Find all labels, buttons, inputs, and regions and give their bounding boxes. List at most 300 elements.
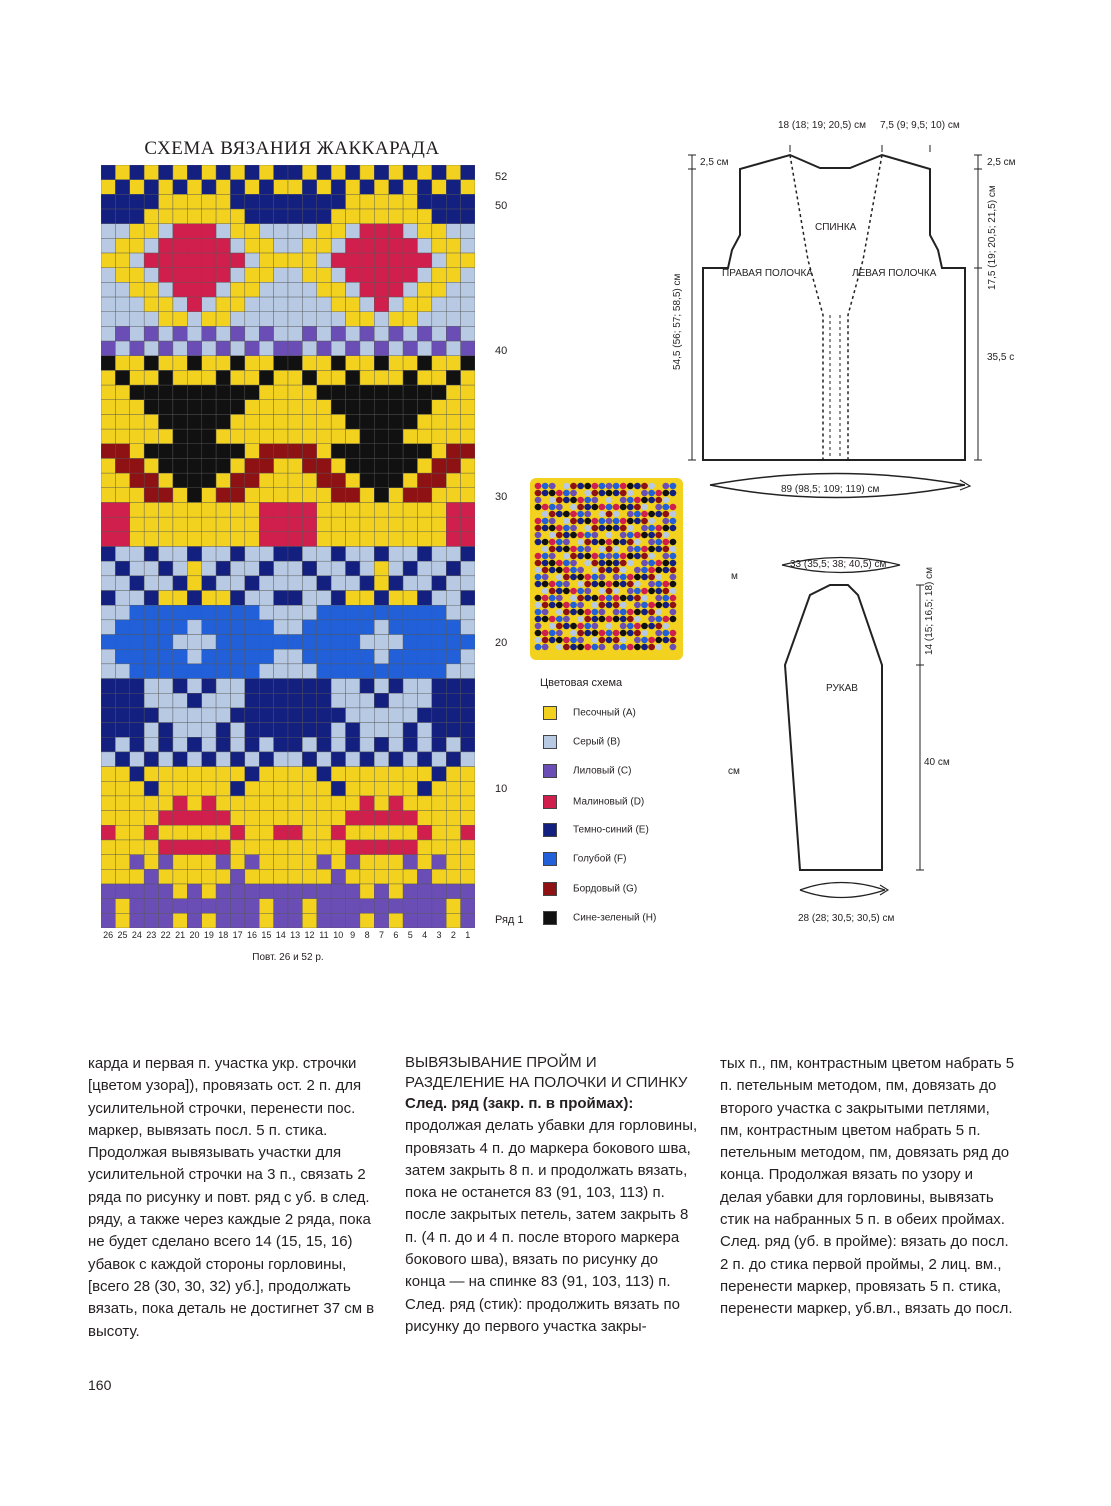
swatch-stitch: [584, 630, 591, 636]
grid-cell: [374, 458, 388, 473]
swatch-stitch: [556, 532, 563, 538]
grid-cell: [159, 502, 173, 517]
grid-cell: [173, 326, 187, 341]
grid-cell: [101, 737, 115, 752]
grid-cell: [446, 165, 460, 180]
grid-cell: [259, 473, 273, 488]
grid-cell: [173, 664, 187, 679]
grid-cell: [302, 297, 316, 312]
grid-cell: [144, 400, 158, 415]
grid-cell: [374, 825, 388, 840]
grid-cell: [331, 620, 345, 635]
grid-cell: [274, 253, 288, 268]
grid-cell: [216, 194, 230, 209]
swatch-stitch: [577, 567, 584, 573]
grid-cell: [130, 723, 144, 738]
grid-cell: [274, 840, 288, 855]
grid-cell: [115, 502, 129, 517]
swatch-stitch: [542, 490, 549, 496]
grid-cell: [331, 547, 345, 562]
grid-cell: [403, 341, 417, 356]
grid-cell: [446, 752, 460, 767]
grid-cell: [173, 532, 187, 547]
grid-cell: [417, 532, 431, 547]
grid-cell: [101, 356, 115, 371]
grid-cell: [374, 605, 388, 620]
swatch-stitch: [556, 511, 563, 517]
grid-cell: [360, 576, 374, 591]
swatch-stitch: [606, 518, 613, 524]
grid-cell: [202, 517, 216, 532]
grid-cell: [374, 796, 388, 811]
grid-cell: [461, 547, 475, 562]
swatch-stitch: [634, 525, 641, 531]
grid-cell: [115, 591, 129, 606]
grid-cell: [101, 473, 115, 488]
grid-cell: [274, 811, 288, 826]
grid-cell: [288, 796, 302, 811]
swatch-stitch: [670, 525, 677, 531]
swatch-stitch: [591, 560, 598, 566]
grid-cell: [130, 341, 144, 356]
grid-cell: [403, 620, 417, 635]
grid-cell: [302, 576, 316, 591]
swatch-stitch: [613, 483, 620, 489]
grid-cell: [446, 723, 460, 738]
swatch-stitch: [584, 644, 591, 650]
swatch-stitch: [620, 581, 627, 587]
grid-cell: [216, 781, 230, 796]
grid-cell: [288, 547, 302, 562]
swatch-stitch: [599, 588, 606, 594]
grid-cell: [187, 869, 201, 884]
grid-cell: [331, 224, 345, 239]
grid-cell: [461, 605, 475, 620]
swatch-stitch: [620, 539, 627, 545]
swatch-stitch: [535, 525, 542, 531]
column-number: 21: [175, 930, 186, 940]
grid-cell: [187, 620, 201, 635]
grid-cell: [216, 517, 230, 532]
grid-cell: [417, 913, 431, 928]
grid-cell: [288, 649, 302, 664]
grid-cell: [360, 781, 374, 796]
swatch-stitch: [535, 602, 542, 608]
swatch-stitch: [584, 553, 591, 559]
grid-cell: [274, 429, 288, 444]
grid-cell: [216, 825, 230, 840]
swatch-stitch: [648, 602, 655, 608]
grid-cell: [101, 502, 115, 517]
grid-cell: [417, 180, 431, 195]
swatch-stitch: [549, 532, 556, 538]
grid-cell: [302, 620, 316, 635]
grid-cell: [159, 385, 173, 400]
swatch-stitch: [570, 574, 577, 580]
legend-label: Бордовый (G): [573, 883, 638, 895]
column-number: 8: [364, 930, 370, 940]
grid-cell: [101, 547, 115, 562]
grid-cell: [245, 899, 259, 914]
swatch-stitch: [613, 539, 620, 545]
grid-cell: [274, 370, 288, 385]
swatch-stitch: [620, 588, 627, 594]
grid-cell: [288, 708, 302, 723]
grid-cell: [202, 869, 216, 884]
grid-cell: [389, 781, 403, 796]
grid-cell: [389, 414, 403, 429]
grid-cell: [259, 752, 273, 767]
grid-cell: [173, 429, 187, 444]
grid-cell: [417, 502, 431, 517]
swatch-stitch: [570, 483, 577, 489]
grid-cell: [389, 165, 403, 180]
grid-cell: [130, 693, 144, 708]
grid-cell: [115, 414, 129, 429]
grid-cell: [461, 591, 475, 606]
grid-cell: [417, 488, 431, 503]
grid-cell: [403, 370, 417, 385]
grid-cell: [245, 855, 259, 870]
grid-cell: [245, 649, 259, 664]
grid-cell: [245, 913, 259, 928]
grid-cell: [216, 356, 230, 371]
grid-cell: [302, 679, 316, 694]
grid-cell: [230, 502, 244, 517]
column-number: 19: [203, 930, 214, 940]
grid-cell: [346, 224, 360, 239]
swatch-stitch: [634, 623, 641, 629]
grid-cell: [115, 708, 129, 723]
grid-cell: [187, 649, 201, 664]
grid-cell: [302, 840, 316, 855]
swatch-stitch: [535, 581, 542, 587]
grid-cell: [216, 253, 230, 268]
grid-cell: [115, 532, 129, 547]
swatch-stitch: [577, 560, 584, 566]
grid-cell: [317, 547, 331, 562]
grid-cell: [389, 752, 403, 767]
grid-cell: [317, 723, 331, 738]
grid-cell: [274, 561, 288, 576]
legend-swatch: [543, 706, 557, 720]
grid-cell: [432, 899, 446, 914]
grid-cell: [432, 767, 446, 782]
grid-cell: [331, 532, 345, 547]
grid-cell: [461, 385, 475, 400]
swatch-stitch: [563, 497, 570, 503]
swatch-stitch: [648, 539, 655, 545]
sleeve-length: 40 см: [924, 757, 950, 768]
grid-cell: [216, 547, 230, 562]
grid-cell: [216, 693, 230, 708]
swatch-stitch: [570, 644, 577, 650]
swatch-stitch: [613, 511, 620, 517]
swatch-stitch: [670, 497, 677, 503]
grid-cell: [159, 561, 173, 576]
swatch-stitch: [613, 553, 620, 559]
grid-cell: [173, 913, 187, 928]
grid-cell: [202, 282, 216, 297]
grid-cell: [331, 400, 345, 415]
swatch-stitch: [606, 595, 613, 601]
grid-cell: [432, 825, 446, 840]
column-number: 10: [333, 930, 344, 940]
row-label-1: Ряд 1: [495, 914, 524, 926]
grid-cell: [245, 165, 259, 180]
vest-schematic: [680, 140, 1010, 510]
grid-cell: [173, 620, 187, 635]
swatch-stitch: [584, 581, 591, 587]
grid-cell: [360, 840, 374, 855]
grid-cell: [187, 473, 201, 488]
grid-cell: [432, 532, 446, 547]
grid-cell: [374, 341, 388, 356]
grid-cell: [432, 312, 446, 327]
grid-cell: [274, 591, 288, 606]
grid-cell: [159, 356, 173, 371]
swatch-stitch: [535, 553, 542, 559]
swatch-stitch: [542, 616, 549, 622]
grid-cell: [360, 517, 374, 532]
swatch-stitch: [606, 553, 613, 559]
grid-cell: [159, 473, 173, 488]
grid-cell: [101, 649, 115, 664]
grid-cell: [432, 326, 446, 341]
swatch-stitch: [549, 581, 556, 587]
grid-cell: [317, 752, 331, 767]
swatch-stitch: [542, 483, 549, 489]
grid-cell: [331, 796, 345, 811]
swatch-stitch: [662, 490, 669, 496]
swatch-stitch: [584, 567, 591, 573]
grid-cell: [101, 591, 115, 606]
grid-cell: [288, 429, 302, 444]
grid-cell: [230, 884, 244, 899]
grid-cell: [173, 737, 187, 752]
grid-cell: [302, 723, 316, 738]
grid-cell: [259, 649, 273, 664]
swatch-stitch: [591, 525, 598, 531]
swatch-stitch: [648, 630, 655, 636]
sleeve-stray-text-2: см: [728, 766, 740, 777]
grid-cell: [130, 458, 144, 473]
grid-cell: [346, 811, 360, 826]
grid-cell: [302, 635, 316, 650]
grid-cell: [346, 532, 360, 547]
swatch-stitch: [577, 546, 584, 552]
grid-cell: [144, 517, 158, 532]
swatch-stitch: [634, 497, 641, 503]
swatch-stitch: [620, 504, 627, 510]
grid-cell: [216, 767, 230, 782]
grid-cell: [417, 444, 431, 459]
grid-cell: [144, 781, 158, 796]
grid-cell: [144, 855, 158, 870]
grid-cell: [274, 855, 288, 870]
legend-label: Малиновый (D): [573, 796, 645, 808]
grid-cell: [230, 591, 244, 606]
grid-cell: [101, 268, 115, 283]
swatch-stitch: [577, 630, 584, 636]
grid-cell: [101, 884, 115, 899]
swatch-stitch: [648, 525, 655, 531]
grid-cell: [461, 458, 475, 473]
swatch-stitch: [563, 518, 570, 524]
swatch-stitch: [648, 553, 655, 559]
grid-cell: [144, 165, 158, 180]
swatch-stitch: [570, 581, 577, 587]
grid-cell: [216, 899, 230, 914]
grid-cell: [202, 855, 216, 870]
grid-cell: [245, 752, 259, 767]
grid-cell: [101, 708, 115, 723]
grid-cell: [432, 576, 446, 591]
grid-cell: [259, 502, 273, 517]
grid-cell: [259, 224, 273, 239]
column-number: 2: [450, 930, 456, 940]
row-label-30: 30: [495, 491, 508, 503]
swatch-stitch: [599, 546, 606, 552]
grid-cell: [245, 458, 259, 473]
grid-cell: [317, 312, 331, 327]
grid-cell: [417, 811, 431, 826]
column-number: 12: [304, 930, 315, 940]
grid-cell: [259, 840, 273, 855]
grid-cell: [159, 693, 173, 708]
grid-cell: [187, 737, 201, 752]
grid-cell: [346, 370, 360, 385]
swatch-stitch: [556, 567, 563, 573]
grid-cell: [202, 635, 216, 650]
vest-back-label: СПИНКА: [815, 222, 857, 233]
grid-cell: [259, 737, 273, 752]
grid-cell: [360, 825, 374, 840]
grid-cell: [144, 547, 158, 562]
grid-cell: [159, 488, 173, 503]
grid-cell: [461, 561, 475, 576]
grid-cell: [331, 913, 345, 928]
grid-cell: [115, 297, 129, 312]
swatch-stitch: [542, 644, 549, 650]
swatch-stitch: [655, 644, 662, 650]
grid-cell: [115, 268, 129, 283]
grid-cell: [389, 385, 403, 400]
grid-cell: [245, 400, 259, 415]
grid-cell: [159, 899, 173, 914]
grid-cell: [144, 312, 158, 327]
grid-cell: [374, 649, 388, 664]
grid-cell: [173, 502, 187, 517]
swatch-stitch: [648, 595, 655, 601]
grid-cell: [202, 576, 216, 591]
grid-cell: [173, 899, 187, 914]
grid-cell: [216, 576, 230, 591]
grid-cell: [216, 679, 230, 694]
swatch-stitch: [641, 595, 648, 601]
swatch-stitch: [606, 504, 613, 510]
grid-cell: [331, 253, 345, 268]
grid-cell: [432, 253, 446, 268]
grid-cell: [259, 268, 273, 283]
grid-cell: [417, 356, 431, 371]
swatch-stitch: [620, 595, 627, 601]
vest-left-front-label: ЛЕВАЯ ПОЛОЧКА: [852, 268, 937, 279]
grid-cell: [259, 385, 273, 400]
grid-cell: [417, 605, 431, 620]
grid-cell: [230, 165, 244, 180]
grid-cell: [302, 899, 316, 914]
swatch-stitch: [599, 525, 606, 531]
grid-cell: [245, 224, 259, 239]
swatch-stitch: [563, 623, 570, 629]
swatch-stitch: [670, 553, 677, 559]
grid-cell: [216, 224, 230, 239]
grid-cell: [432, 737, 446, 752]
grid-cell: [360, 253, 374, 268]
column-number: 5: [407, 930, 413, 940]
grid-cell: [101, 165, 115, 180]
swatch-stitch: [570, 553, 577, 559]
grid-cell: [173, 576, 187, 591]
legend-item: [543, 735, 620, 749]
swatch-stitch: [641, 483, 648, 489]
grid-cell: [187, 796, 201, 811]
grid-cell: [346, 693, 360, 708]
grid-cell: [173, 547, 187, 562]
swatch-stitch: [655, 616, 662, 622]
swatch-stitch: [599, 595, 606, 601]
swatch-stitch: [556, 581, 563, 587]
grid-cell: [144, 708, 158, 723]
grid-cell: [346, 297, 360, 312]
swatch-stitch: [641, 637, 648, 643]
legend-item: [543, 882, 637, 896]
grid-cell: [173, 884, 187, 899]
grid-cell: [202, 781, 216, 796]
grid-cell: [461, 708, 475, 723]
grid-cell: [230, 385, 244, 400]
grid-cell: [288, 855, 302, 870]
grid-cell: [115, 913, 129, 928]
grid-cell: [331, 869, 345, 884]
swatch-stitch: [591, 490, 598, 496]
grid-cell: [115, 180, 129, 195]
grid-cell: [288, 268, 302, 283]
swatch-stitch: [535, 546, 542, 552]
grid-cell: [432, 561, 446, 576]
grid-cell: [389, 532, 403, 547]
grid-cell: [374, 356, 388, 371]
swatch-stitch: [634, 518, 641, 524]
swatch-stitch: [570, 637, 577, 643]
grid-cell: [346, 268, 360, 283]
grid-cell: [274, 341, 288, 356]
grid-cell: [432, 341, 446, 356]
swatch-stitch: [606, 490, 613, 496]
grid-cell: [360, 297, 374, 312]
grid-cell: [432, 444, 446, 459]
grid-cell: [144, 502, 158, 517]
grid-cell: [302, 385, 316, 400]
grid-cell: [446, 209, 460, 224]
swatch-stitch: [549, 574, 556, 580]
swatch-stitch: [627, 588, 634, 594]
swatch-stitch: [662, 539, 669, 545]
grid-cell: [187, 458, 201, 473]
grid-cell: [288, 591, 302, 606]
sleeve-label: РУКАВ: [826, 683, 858, 694]
